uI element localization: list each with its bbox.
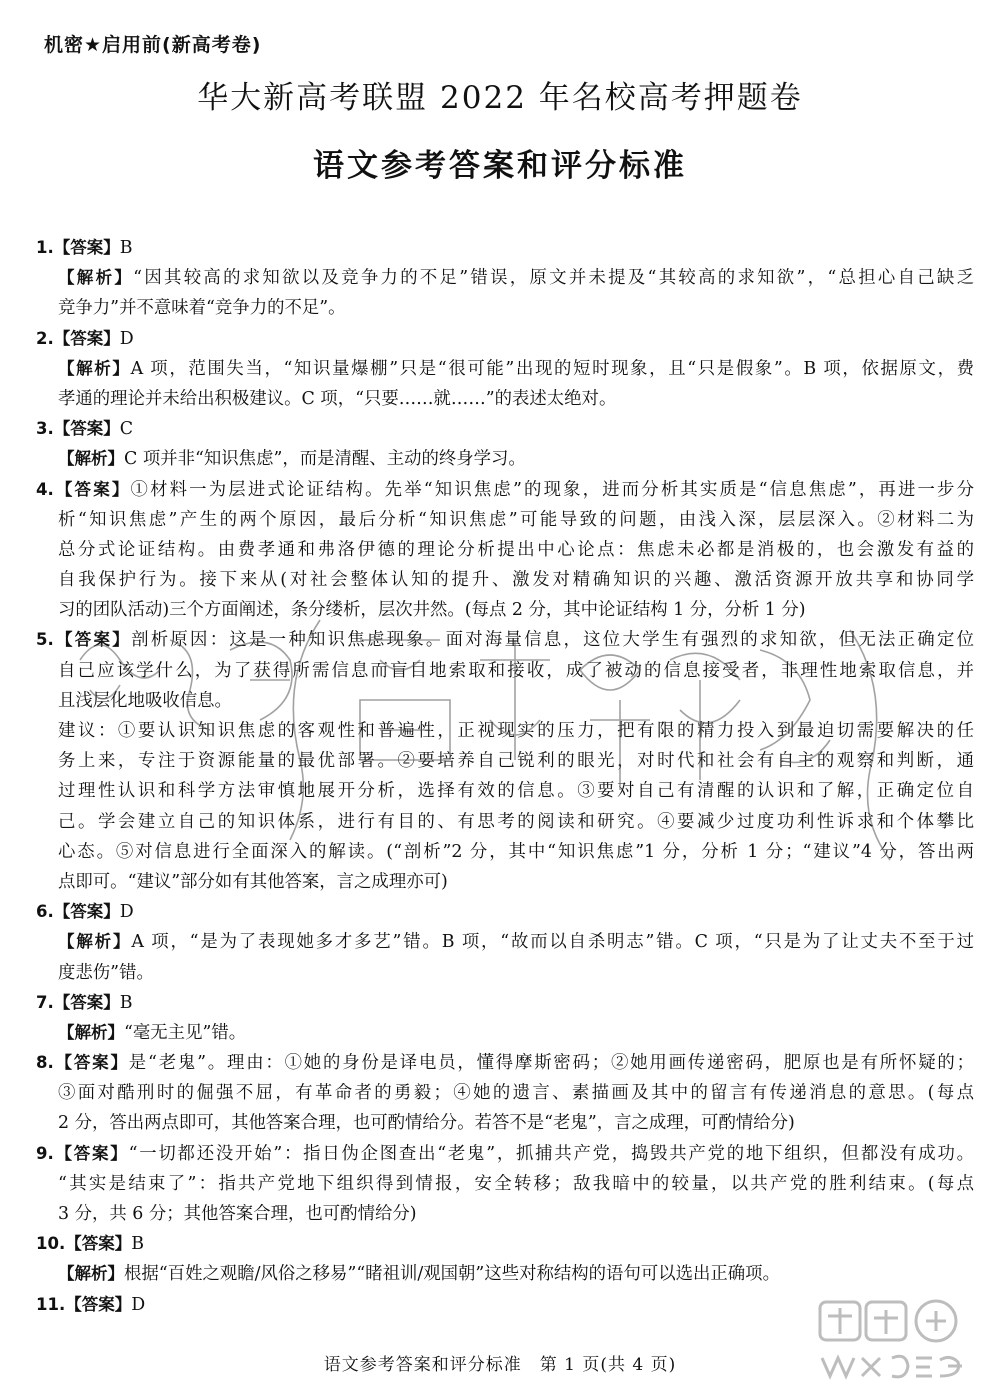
answer-text: D [119, 902, 134, 923]
answer-tag: 10.【答案】 [36, 1234, 132, 1254]
answer-line [36, 656, 974, 686]
answer-tag: 2.【答案】 [36, 328, 120, 348]
answer-line [36, 384, 974, 414]
answer-line [36, 776, 974, 806]
answer-text: 总分式论证结构。由费孝通和弗洛伊德的理论分析提出中心论点：焦虑未必都是消极的，也会激发有益的 [58, 539, 974, 560]
answer-text: 且浅层化地吸收信息。 [58, 690, 232, 711]
answer-tag: 6.【答案】 [36, 902, 120, 922]
answer-line [36, 1048, 974, 1078]
answer-key-subtitle: 语文参考答案和评分标准 [313, 148, 687, 184]
answer-text: D [131, 1294, 146, 1315]
answer-text: 己。学会建立自己的知识体系，进行有目的、有思考的阅读和研究。④要减少过度功利性诉求和个体攀比 [58, 811, 974, 832]
answer-line [36, 293, 974, 323]
answer-text: 务上来，专注于资源能量的最优部署。②要培养自己锐利的眼光，对时代和社会有自主的观察和判断，通 [58, 751, 974, 772]
answer-line [36, 716, 974, 746]
answer-line [36, 324, 974, 354]
answer-text: A 项，范围失当，“知识量爆棚”只是“很可能”出现的短时现象，且“只是假象”。B 项，依据原文，费 [130, 358, 974, 379]
answer-text: B [131, 1234, 145, 1255]
answer-text: 点即可。“建议”部分如有其他答案，言之成理亦可) [58, 871, 448, 892]
answer-line [36, 475, 974, 505]
answer-tag: 【解析】 [58, 1022, 124, 1042]
answer-text: “因其较高的求知欲以及竞争力的不足”错误，原文并未提及“其较高的求知欲”，“总担心自己缺乏 [133, 268, 974, 289]
answer-line [36, 1139, 974, 1169]
answer-tag: 【解析】 [58, 1264, 124, 1284]
answer-tag: 【解析】 [58, 449, 124, 469]
answer-tag: 5.【答案】 [36, 630, 132, 650]
answer-line [36, 444, 974, 474]
answer-tag: 7.【答案】 [36, 992, 120, 1012]
answer-line [36, 1169, 974, 1199]
answer-line [36, 1078, 974, 1108]
answer-tag: 11.【答案】 [36, 1294, 132, 1314]
answer-text: 过理性认识和科学方法审慎地展开分析，选择有效的信息。③要对自己有清醒的认识和了解，正确定位自 [58, 781, 974, 802]
answer-line [36, 958, 974, 988]
answer-line [36, 1108, 974, 1138]
answer-text: 自我保护行为。接下来从(对社会整体认知的提升、激发对精确知识的兴趣、激活资源开放共享和协同学 [58, 570, 974, 591]
page-footer: 语文参考答案和评分标准 第 1 页(共 4 页) [323, 1355, 677, 1375]
answer-line [36, 595, 974, 625]
answer-tag: 4.【答案】 [36, 479, 131, 499]
answer-text: 习的团队活动)三个方面阐述，条分缕析，层次井然。(每点 2 分，其中论证结构 1 分，分析 1 分) [58, 600, 806, 621]
answer-text: 竞争力”并不意味着“竞争力的不足”。 [58, 298, 346, 319]
answer-text: D [119, 328, 134, 349]
answer-line [36, 807, 974, 837]
answer-text: B [119, 238, 133, 258]
answer-text: 是“老鬼”。理由：①她的身份是译电员，懂得摩斯密码；②她用画传递密码，肥原也是有所怀疑的； [128, 1053, 974, 1074]
answer-content [36, 233, 974, 1320]
answer-line [36, 1199, 974, 1229]
answer-line [36, 233, 974, 263]
exam-title: 华大新高考联盟 2022 年名校高考押题卷 [197, 80, 803, 116]
answer-tag: 【解析】 [58, 268, 134, 288]
answer-text: 析“知识焦虑”产生的两个原因，最后分析“知识焦虑”可能导致的问题，由浅入深，层层深入。②材料二为 [58, 509, 974, 530]
answer-line [36, 1259, 974, 1289]
answer-line [36, 505, 974, 535]
answer-text: 剖析原因：这是一种知识焦虑现象。面对海量信息，这位大学生有强烈的求知欲，但无法正确定位 [131, 630, 974, 651]
answer-text: “其实是结束了”：指共产党地下组织得到情报，安全转移；敌我暗中的较量，以共产党的胜利结束。(每点 [58, 1173, 974, 1194]
answer-line [36, 263, 974, 293]
answer-line [36, 1018, 974, 1048]
answer-text: 孝通的理论并未给出积极建议。C 项，“只要……就……”的表述太绝对。 [58, 388, 617, 409]
answer-text: 度悲伤”错。 [58, 962, 154, 983]
answer-text: 建议：①要认识知识焦虑的客观性和普遍性，正视现实的压力，把有限的精力投入到最迫切需要解决的任 [58, 721, 974, 741]
answer-tag: 【解析】 [58, 932, 132, 952]
answer-text: ③面对酷刑时的倔强不屈，有革命者的勇毅；④她的遗言、素描画及其中的留言有传递消息的意思。(每点 [58, 1083, 974, 1104]
answer-line [36, 988, 974, 1018]
answer-text: “一切都还没开始”：指日伪企图查出“老鬼”，抓捕共产党，捣毁共产党的地下组织，但都没有成功。 [128, 1143, 974, 1164]
answer-text: B [119, 992, 133, 1013]
answer-text: 心态。⑤对信息进行全面深入的解读。(“剖析”2 分，其中“知识焦虑”1 分，分析 1 分；“建议”4 分，答出两 [58, 841, 974, 862]
answer-tag: 3.【答案】 [36, 419, 120, 439]
answer-line [36, 565, 974, 595]
answer-text: “毫无主见”错。 [124, 1022, 247, 1043]
answer-line [36, 746, 974, 776]
answer-line [36, 535, 974, 565]
answer-line [36, 686, 974, 716]
answer-text: C 项并非“知识焦虑”，而是清醒、主动的终身学习。 [124, 449, 526, 470]
answer-tag: 1.【答案】 [36, 238, 120, 257]
answer-line [36, 927, 974, 957]
answer-line [36, 1229, 974, 1259]
answer-text: ①材料一为层进式论证结构。先举“知识焦虑”的现象，进而分析其实质是“信息焦虑”，再进一步分 [130, 479, 974, 500]
answer-line [36, 837, 974, 867]
answer-line [36, 867, 974, 897]
answer-text: 2 分，答出两点即可，其他答案合理，也可酌情给分。若答不是“老鬼”，言之成理，可酌情给分) [58, 1113, 795, 1134]
answer-text: 3 分，共 6 分；其他答案合理，也可酌情给分) [58, 1204, 417, 1224]
answer-line [36, 897, 974, 927]
answer-text: 自己应该学什么，为了获得所需信息而盲目地索取和接收，成了被动的信息接受者，非理性地索取信息，并 [58, 660, 974, 681]
answer-tag: 【解析】 [58, 358, 131, 378]
confidential-label: 机密★启用前(新高考卷) [44, 34, 262, 56]
answer-line [36, 414, 974, 444]
answer-tag: 9.【答案】 [36, 1143, 129, 1163]
answer-tag: 8.【答案】 [36, 1053, 129, 1073]
answer-text: C [119, 419, 134, 440]
answer-line [36, 354, 974, 384]
answer-text: A 项，“是为了表现她多才多艺”错。B 项，“故而以自杀明志”错。C 项，“只是为了让丈夫不至于过 [131, 932, 974, 953]
answer-text: 根据“百姓之观瞻/风俗之移易”“睹祖训/观国朝”这些对称结构的语句可以选出正确项。 [124, 1264, 780, 1285]
answer-line [36, 625, 974, 655]
